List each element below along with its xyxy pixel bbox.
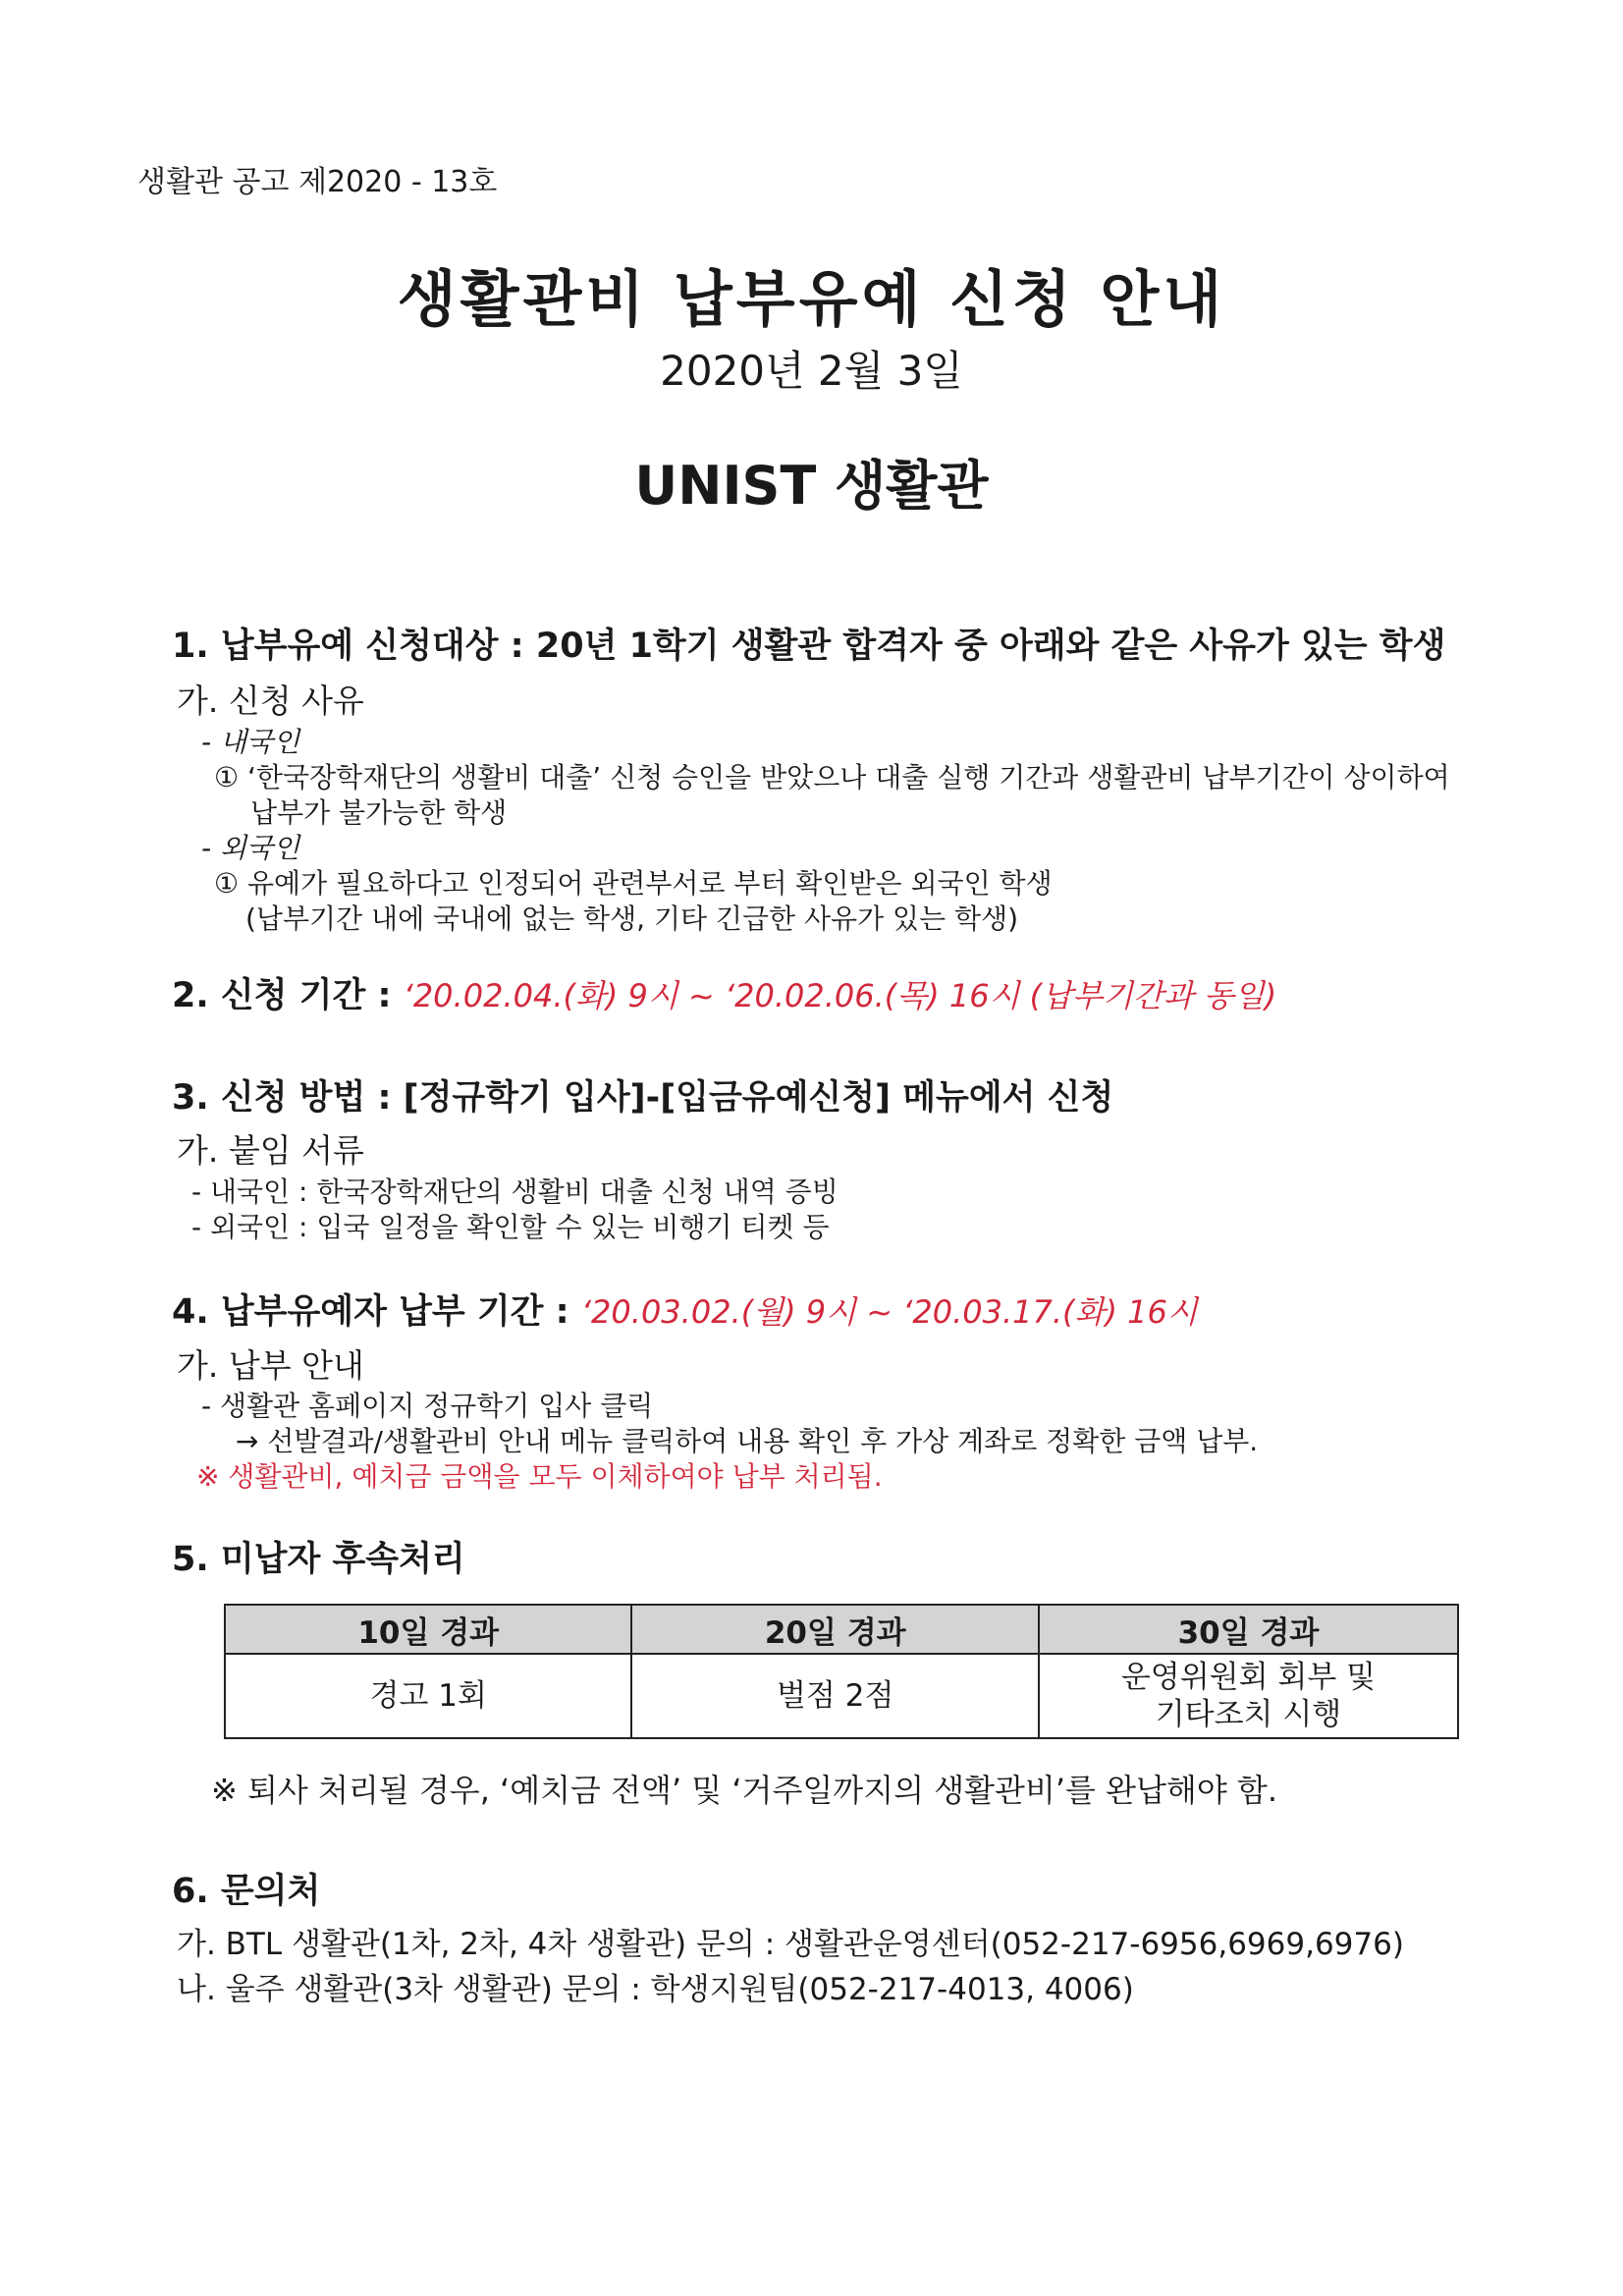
foreign-item-line-2: (납부기간 내에 국내에 없는 학생, 기타 긴급한 사유가 있는 학생) — [245, 902, 1019, 935]
table-row — [225, 1654, 1458, 1738]
table-header-10days: 10일 경과 — [225, 1605, 631, 1654]
section-4-heading — [172, 1285, 1198, 1334]
domestic-item-line-1: ① ‘한국장학재단의 생활비 대출’ 신청 승인을 받았으나 대출 실행 기간과 생활관비 납부기간이 상이하여 — [214, 761, 1450, 793]
payment-step-2: → 선발결과/생활관비 안내 메뉴 클릭하여 내용 확인 후 가상 계좌로 정확한 금액 납부. — [236, 1425, 1259, 1457]
table-header-30days: 30일 경과 — [1039, 1605, 1458, 1654]
document-date: 2020년 2월 3일 — [660, 347, 963, 395]
domestic-item-line-2: 납부가 불가능한 학생 — [250, 796, 508, 829]
contact-btl: 가. BTL 생활관(1차, 2차, 4차 생활관) 문의 : 생활관운영센터(052-217-6956,6969,6976) — [177, 1927, 1404, 1962]
foreign-item-line-1: ① 유예가 필요하다고 인정되어 관련부서로 부터 확인받은 외국인 학생 — [214, 867, 1053, 900]
section-2-label: 2. 신청 기간 : — [172, 976, 392, 1015]
application-period: ‘20.02.04.(화) 9시 ~ ‘20.02.06.(목) 16시 (납부기간과 동일) — [403, 977, 1277, 1014]
withdrawal-note: ※ 퇴사 처리될 경우, ‘예치금 전액’ 및 ‘거주일까지의 생활관비’를 완납해야 함. — [211, 1772, 1278, 1809]
section-1-heading: 1. 납부유예 신청대상 : 20년 1학기 생활관 합격자 중 아래와 같은 사유가 있는 학생 — [172, 627, 1446, 666]
payment-period: ‘20.03.02.(월) 9시 ~ ‘20.03.17.(화) 16시 — [580, 1293, 1198, 1331]
table-cell-penalty: 벌점 2점 — [631, 1654, 1038, 1738]
notice-number: 생활관 공고 제2020 - 13호 — [137, 165, 498, 199]
section-3-sub: 가. 붙임 서류 — [177, 1131, 364, 1170]
domestic-label: - 내국인 — [201, 726, 300, 758]
table-header-row — [225, 1605, 1458, 1654]
committee-line-1: 운영위원회 회부 및 — [1120, 1660, 1377, 1695]
organization-name: UNIST 생활관 — [634, 455, 989, 517]
table-cell-committee — [1039, 1654, 1458, 1738]
section-2-heading — [172, 968, 1276, 1017]
section-4-label: 4. 납부유예자 납부 기간 : — [172, 1292, 569, 1332]
table-header-20days: 20일 경과 — [631, 1605, 1038, 1654]
section-3-heading: 3. 신청 방법 : [정규학기 입사]-[입금유예신청] 메뉴에서 신청 — [172, 1078, 1114, 1118]
table-cell-warning: 경고 1회 — [225, 1654, 631, 1738]
section-6-heading: 6. 문의처 — [172, 1872, 321, 1911]
foreign-label: - 외국인 — [201, 832, 300, 864]
section-4-sub: 가. 납부 안내 — [177, 1346, 364, 1385]
payment-note: ※ 생활관비, 예치금 금액을 모두 이체하여야 납부 처리됨. — [196, 1460, 883, 1493]
penalty-table — [224, 1604, 1459, 1739]
attachment-domestic: - 내국인 : 한국장학재단의 생활비 대출 신청 내역 증빙 — [191, 1175, 839, 1208]
document-title: 생활관비 납부유예 신청 안내 — [397, 263, 1226, 335]
attachment-foreign: - 외국인 : 입국 일정을 확인할 수 있는 비행기 티켓 등 — [191, 1211, 830, 1243]
committee-line-2: 기타조치 시행 — [1155, 1697, 1342, 1732]
contact-ulju: 나. 울주 생활관(3차 생활관) 문의 : 학생지원팀(052-217-4013, 4006) — [177, 1972, 1134, 2007]
section-5-heading: 5. 미납자 후속처리 — [172, 1540, 465, 1579]
section-1-sub: 가. 신청 사유 — [177, 682, 364, 720]
payment-step-1: - 생활관 홈페이지 정규학기 입사 클릭 — [201, 1390, 654, 1422]
